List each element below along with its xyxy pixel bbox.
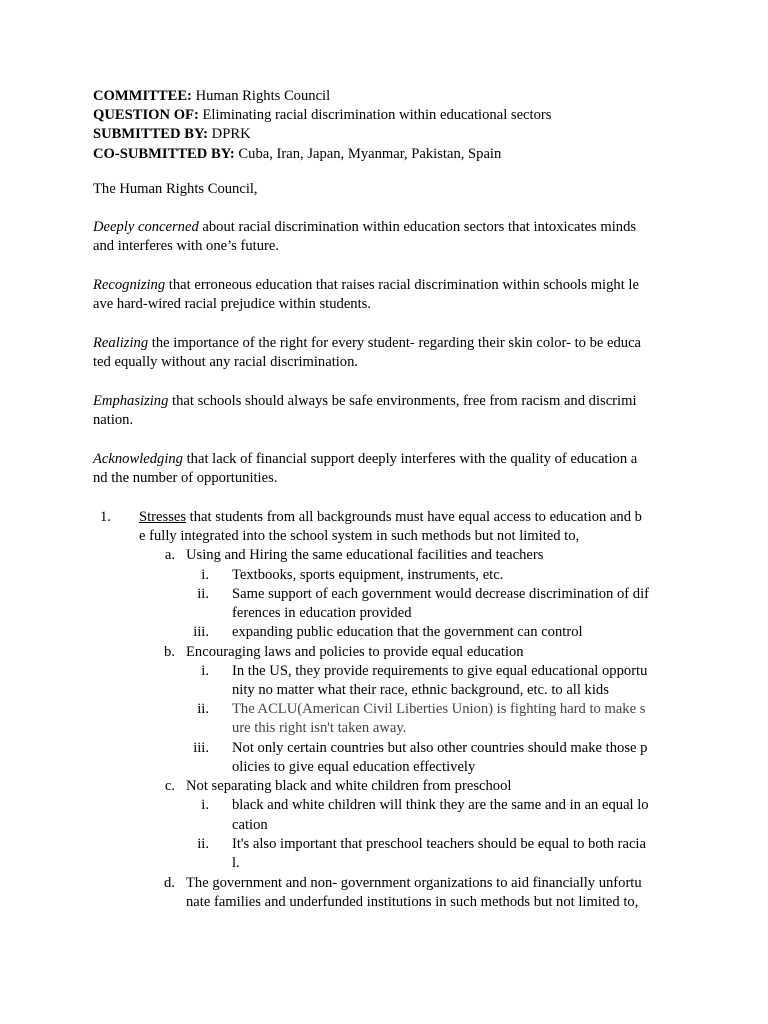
item-marker: ii. <box>197 836 209 852</box>
preamble-line: nation. <box>93 412 134 428</box>
list-item: The ACLU(American Civil Liberties Union) is fighting hard to make s <box>232 701 646 717</box>
question-value: Eliminating racial discrimination within educational sectors <box>198 107 552 123</box>
list-item-line: l. <box>232 855 240 871</box>
preamble-phrase: Deeply concerned <box>93 219 199 235</box>
clause-number: 1. <box>100 509 111 525</box>
committee-line <box>93 87 330 106</box>
submitted-line <box>93 125 251 144</box>
list-item: Textbooks, sports equipment, instruments, etc. <box>232 567 504 583</box>
preamble-clause: Acknowledging that lack of financial support deeply interferes with the quality of education a <box>93 451 638 467</box>
cosubmitted-value: Cuba, Iran, Japan, Myanmar, Pakistan, Spain <box>234 146 502 162</box>
subclause-d-line: nate families and underfunded institutions in such methods but not limited to, <box>186 894 639 910</box>
item-marker: iii. <box>193 740 209 756</box>
list-item-line: nity no matter what their race, ethnic background, etc. to all kids <box>232 682 609 698</box>
list-item: expanding public education that the government can control <box>232 624 583 640</box>
opening-line: The Human Rights Council, <box>93 181 258 197</box>
subclause-marker: c. <box>164 778 175 794</box>
list-item: It's also important that preschool teachers should be equal to both racia <box>232 836 646 852</box>
item-marker: i. <box>201 567 209 583</box>
preamble-line: ave hard-wired racial prejudice within students. <box>93 296 371 312</box>
preamble-line: ted equally without any racial discrimination. <box>93 354 359 370</box>
operative-line: e fully integrated into the school system in such methods but not limited to, <box>139 528 580 544</box>
list-item: Not only certain countries but also other countries should make those p <box>232 740 648 756</box>
item-marker: i. <box>201 797 209 813</box>
preamble-phrase: Acknowledging <box>93 451 183 467</box>
item-marker: ii. <box>197 586 209 602</box>
item-marker: i. <box>201 663 209 679</box>
preamble-clause: Deeply concerned about racial discrimination within education sectors that intoxicates minds <box>93 219 637 235</box>
list-item: Same support of each government would decrease discrimination of dif <box>232 586 650 602</box>
question-label: QUESTION OF: <box>93 107 199 123</box>
list-item: In the US, they provide requirements to give equal educational opportu <box>232 663 648 679</box>
question-line <box>93 106 551 125</box>
submitted-label: SUBMITTED BY: <box>93 126 209 142</box>
subclause-marker: b. <box>164 644 175 660</box>
list-item-line: ferences in education provided <box>232 605 412 621</box>
preamble-phrase: Realizing <box>93 335 149 351</box>
cosubmitted-line <box>93 145 501 164</box>
subclause-c: Not separating black and white children from preschool <box>186 778 512 794</box>
subclause-marker: d. <box>164 875 175 891</box>
preamble-phrase: Emphasizing <box>93 393 169 409</box>
preamble-line: and interferes with one’s future. <box>93 238 280 254</box>
subclause-d: The government and non- government organizations to aid financially unfortu <box>186 875 642 891</box>
preamble-clause: Recognizing that erroneous education that raises racial discrimination within schools might le <box>93 277 639 293</box>
item-marker: ii. <box>197 701 209 717</box>
submitted-value: DPRK <box>208 126 251 142</box>
subclause-a: Using and Hiring the same educational facilities and teachers <box>186 547 544 563</box>
preamble-line: nd the number of opportunities. <box>93 470 278 486</box>
preamble-clause: Emphasizing that schools should always be safe environments, free from racism and discrimi <box>93 393 637 409</box>
preamble-phrase: Recognizing <box>93 277 166 293</box>
committee-label: COMMITTEE: <box>93 88 192 104</box>
cosubmitted-label: CO-SUBMITTED BY: <box>93 146 235 162</box>
subclause-marker: a. <box>164 547 175 563</box>
list-item-line: cation <box>232 817 268 833</box>
item-marker: iii. <box>193 624 209 640</box>
list-item: black and white children will think they are the same and in an equal lo <box>232 797 649 813</box>
preamble-clause: Realizing the importance of the right for every student- regarding their skin color- to be educa <box>93 335 642 351</box>
list-item-line: olicies to give equal education effectively <box>232 759 476 775</box>
committee-value: Human Rights Council <box>191 88 331 104</box>
operative-clause: Stresses that students from all backgrounds must have equal access to education and b <box>139 509 642 525</box>
operative-verb: Stresses <box>139 509 187 525</box>
subclause-b: Encouraging laws and policies to provide equal education <box>186 644 524 660</box>
list-item-line: ure this right isn't taken away. <box>232 720 407 736</box>
